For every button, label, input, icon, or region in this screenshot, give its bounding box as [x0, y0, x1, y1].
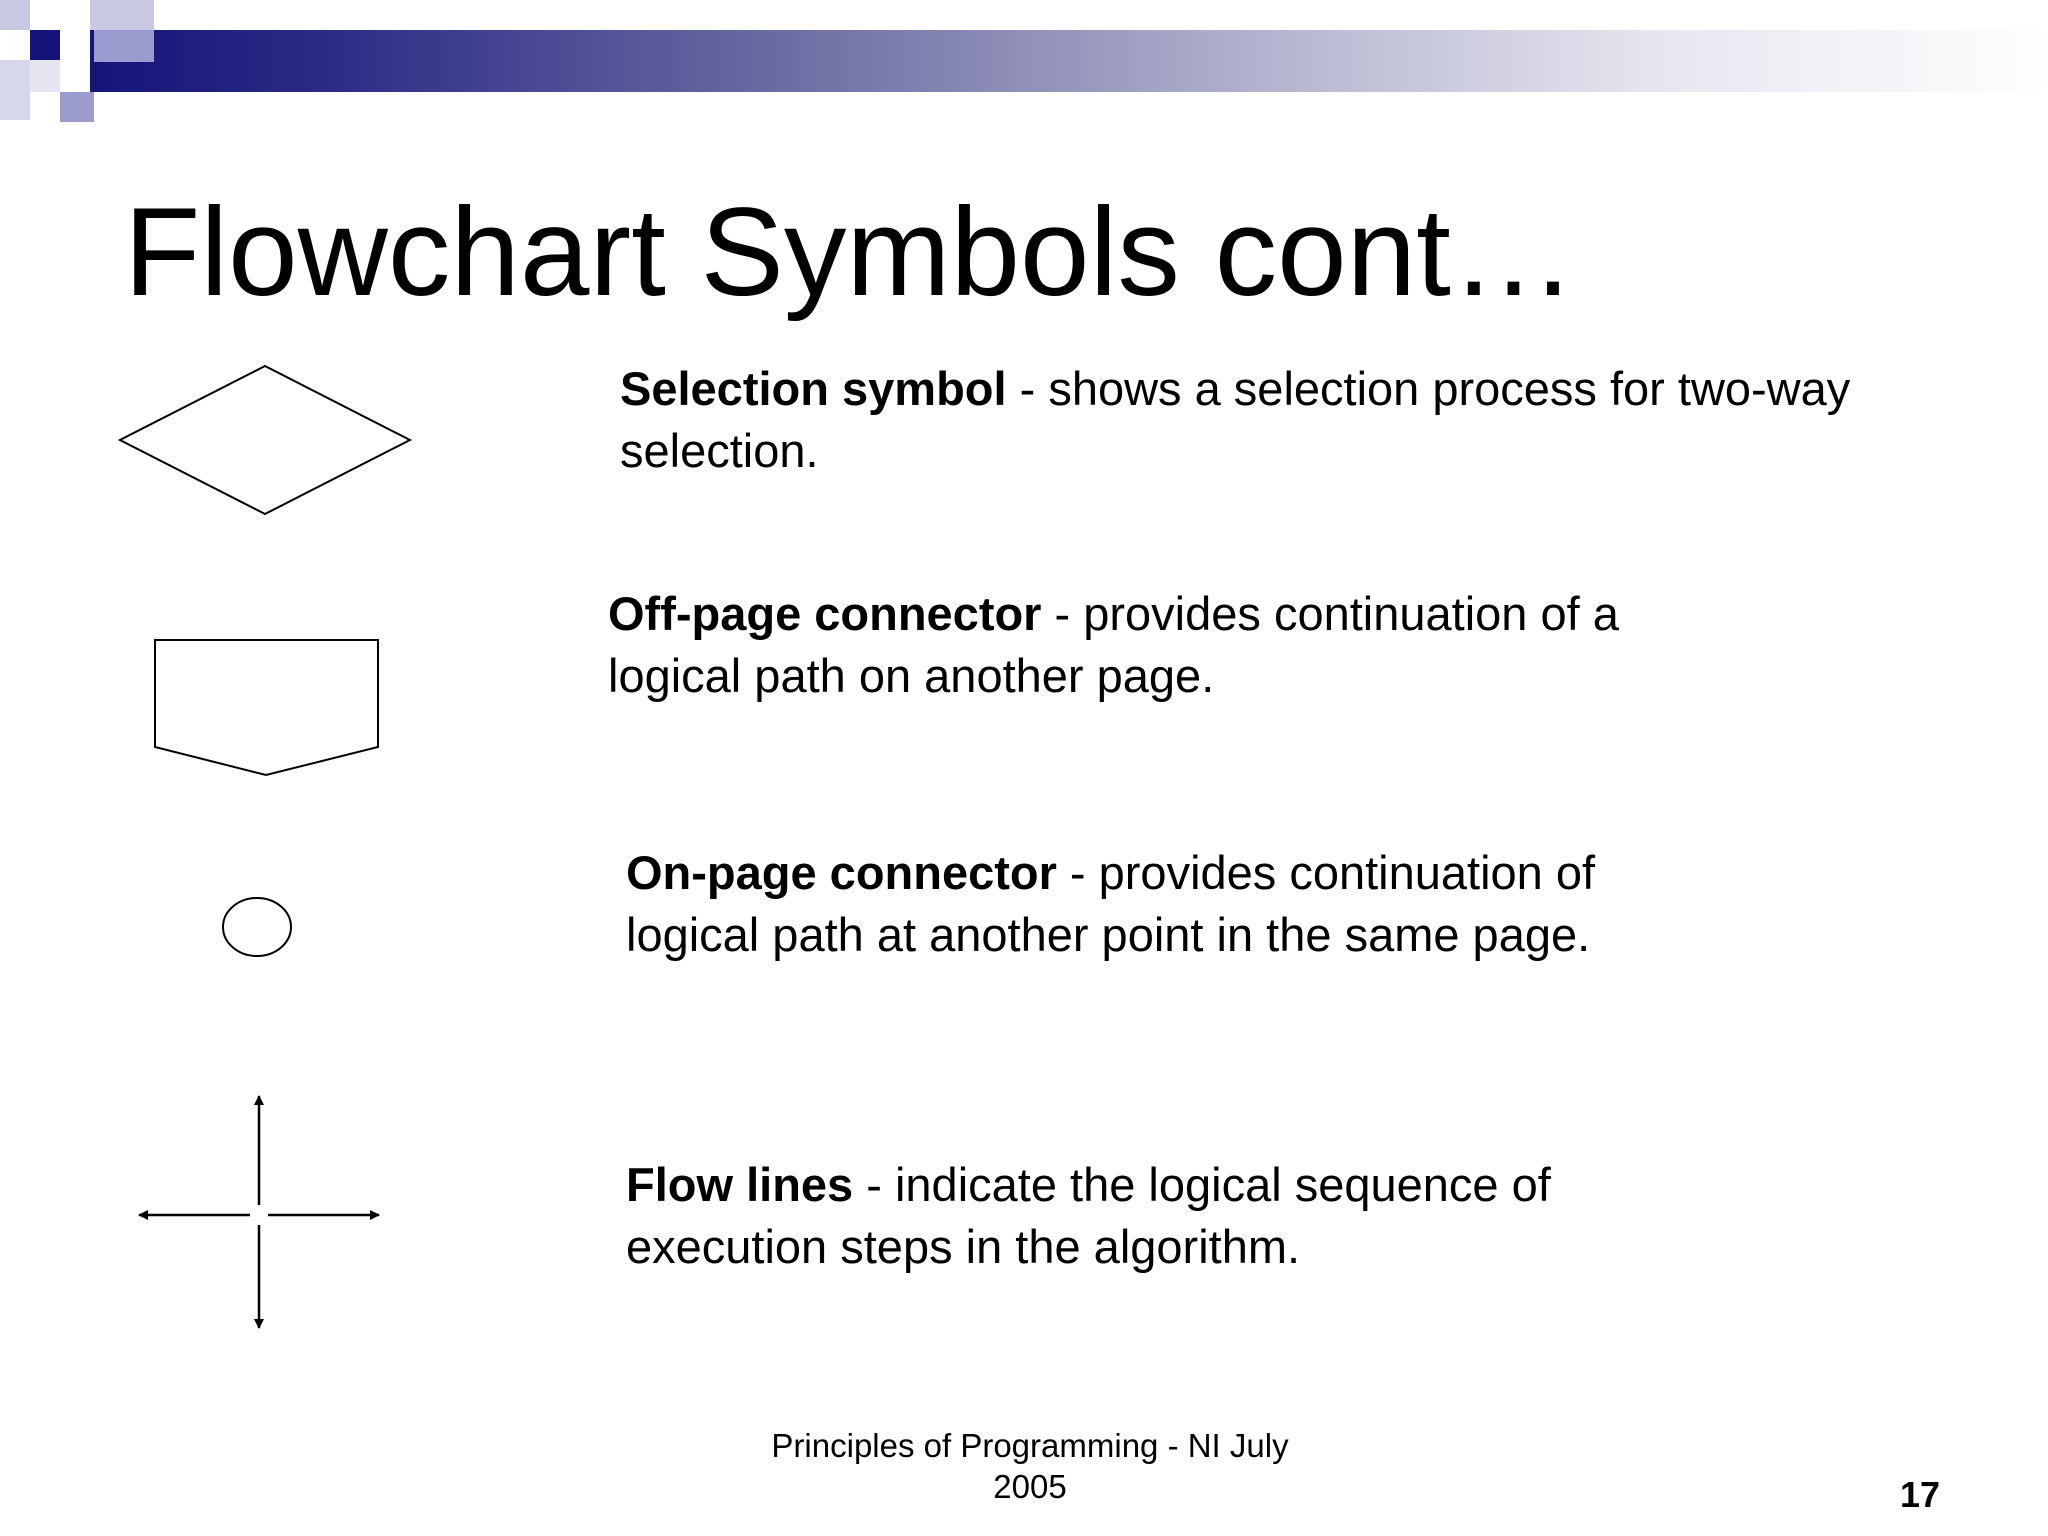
flow-lines-term: Flow lines	[626, 1158, 854, 1211]
header-gradient-bar	[90, 30, 2048, 92]
flow-lines-arrows-icon	[135, 1090, 385, 1335]
slide-footer	[700, 1425, 1360, 1507]
off-page-connector-term: Off-page connector	[608, 587, 1042, 640]
header-square	[94, 30, 154, 62]
header-square	[30, 30, 60, 60]
page-number: 17	[1900, 1474, 1941, 1515]
slide-title: Flowchart Symbols cont…	[124, 183, 1576, 322]
off-page-connector-description	[608, 583, 1758, 707]
selection-symbol-description	[620, 358, 2048, 482]
header-square	[60, 92, 94, 122]
selection-symbol-term: Selection symbol	[620, 362, 1007, 415]
on-page-connector-term: On-page connector	[626, 846, 1057, 899]
footer-line-1: Principles of Programming - NI July	[771, 1427, 1289, 1464]
flow-lines-text: - indicate the logical sequence of execution steps in the algorithm.	[626, 1158, 1551, 1273]
on-page-connector-circle-icon	[220, 895, 294, 959]
off-page-connector-text: - provides continuation of a logical path on another page.	[608, 587, 1619, 702]
decision-diamond-icon	[115, 362, 415, 517]
header-square	[0, 0, 30, 30]
header-square	[0, 60, 30, 120]
flow-lines-description	[626, 1154, 1686, 1278]
footer-line-2: 2005	[993, 1468, 1067, 1505]
off-page-connector-icon	[150, 635, 382, 778]
on-page-connector-text: - provides continuation of logical path at another point in the same page.	[626, 846, 1596, 961]
header-square	[30, 60, 60, 92]
selection-symbol-text: - shows a selection process for two-way selection.	[620, 362, 1851, 477]
header-square	[90, 0, 154, 30]
on-page-connector-description	[626, 842, 1686, 966]
